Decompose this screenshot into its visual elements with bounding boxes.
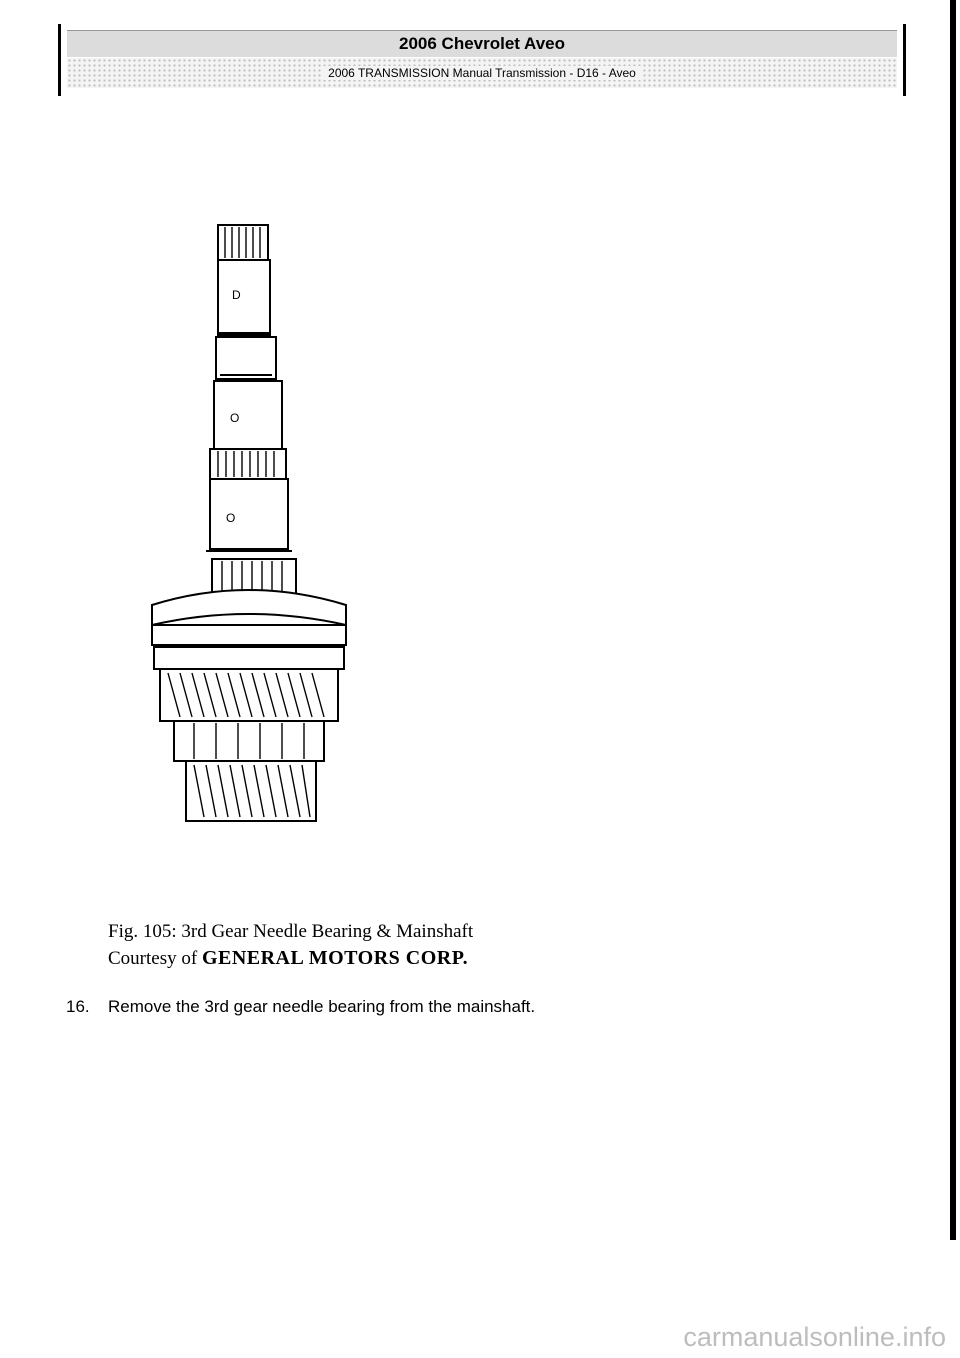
site-watermark: carmanualsonline.info <box>683 1322 946 1352</box>
mainshaft-illustration <box>140 215 370 830</box>
step-text: Remove the 3rd gear needle bearing from the mainshaft. <box>108 997 536 1016</box>
procedure-step <box>66 996 535 1018</box>
courtesy-org: GENERAL MOTORS CORP. <box>201 947 469 969</box>
page-header <box>58 24 906 96</box>
document-subtitle: 2006 TRANSMISSION Manual Transmission - D16 - Aveo <box>322 66 642 80</box>
step-number: 16. <box>66 997 90 1016</box>
shaft-mark-middle: O <box>230 411 240 425</box>
courtesy-prefix: Courtesy of <box>108 948 198 969</box>
document-subtitle-bar <box>67 58 897 88</box>
shaft-mark-lower: O <box>226 511 236 525</box>
page-right-rule <box>950 0 956 1240</box>
figure-caption: Fig. 105: 3rd Gear Needle Bearing & Mainshaft <box>108 921 474 942</box>
shaft-mark-upper: D <box>232 288 241 302</box>
figure-courtesy <box>108 946 468 971</box>
document-title: 2006 Chevrolet Aveo <box>67 30 897 57</box>
